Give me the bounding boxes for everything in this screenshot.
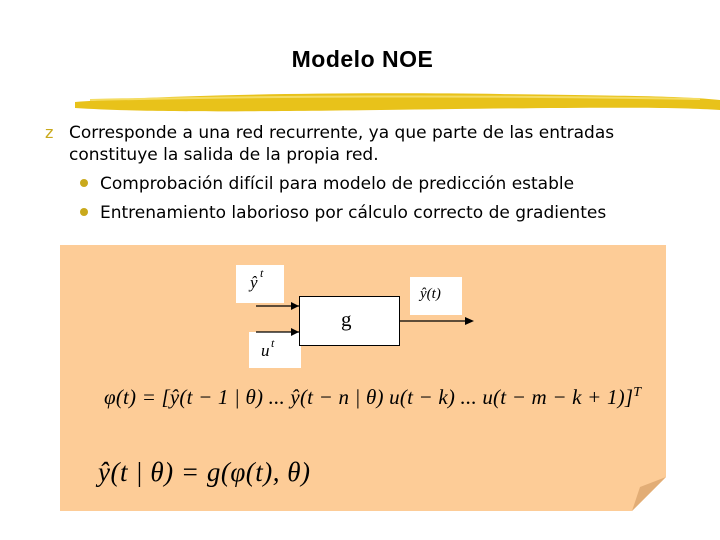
- regressor-transpose-sup: T: [633, 385, 642, 400]
- bullet-z-icon: z: [45, 123, 54, 142]
- regressor-equation: [104, 385, 641, 410]
- input-u-label: u: [261, 341, 270, 360]
- input-yhat-label: ŷ: [250, 273, 258, 292]
- main-bullet: [46, 122, 686, 166]
- title-underline-brush: [60, 88, 720, 118]
- slide-title: Modelo NOE: [291, 46, 434, 72]
- input-yhat-sup: t: [260, 266, 264, 280]
- bullet-dot-icon: [80, 179, 88, 187]
- sticky-note-panel: [60, 245, 666, 511]
- g-block-label: g: [341, 307, 352, 331]
- prediction-equation: ŷ(t | θ) = g(φ(t), θ): [98, 457, 311, 487]
- input-u-sup: t: [271, 336, 275, 350]
- main-bullet-text: Corresponde a una red recurrente, ya que parte de las entradas constituye la salida de la propia red.: [69, 123, 615, 165]
- bullet-dot-icon: [80, 208, 88, 216]
- sub-bullet: [80, 173, 574, 195]
- sub-bullet: [80, 202, 606, 224]
- sub-bullet-text: Entrenamiento laborioso por cálculo correcto de gradientes: [100, 203, 607, 223]
- output-yhat-label: ŷ(t): [420, 286, 441, 302]
- sub-bullet-text: Comprobación difícil para modelo de predicción estable: [100, 174, 575, 194]
- regressor-equation-text: φ(t) = [ŷ(t − 1 | θ) ... ŷ(t − n | θ) u(t − k) ... u(t − m − k + 1)]: [104, 385, 634, 409]
- g-block: [299, 296, 400, 346]
